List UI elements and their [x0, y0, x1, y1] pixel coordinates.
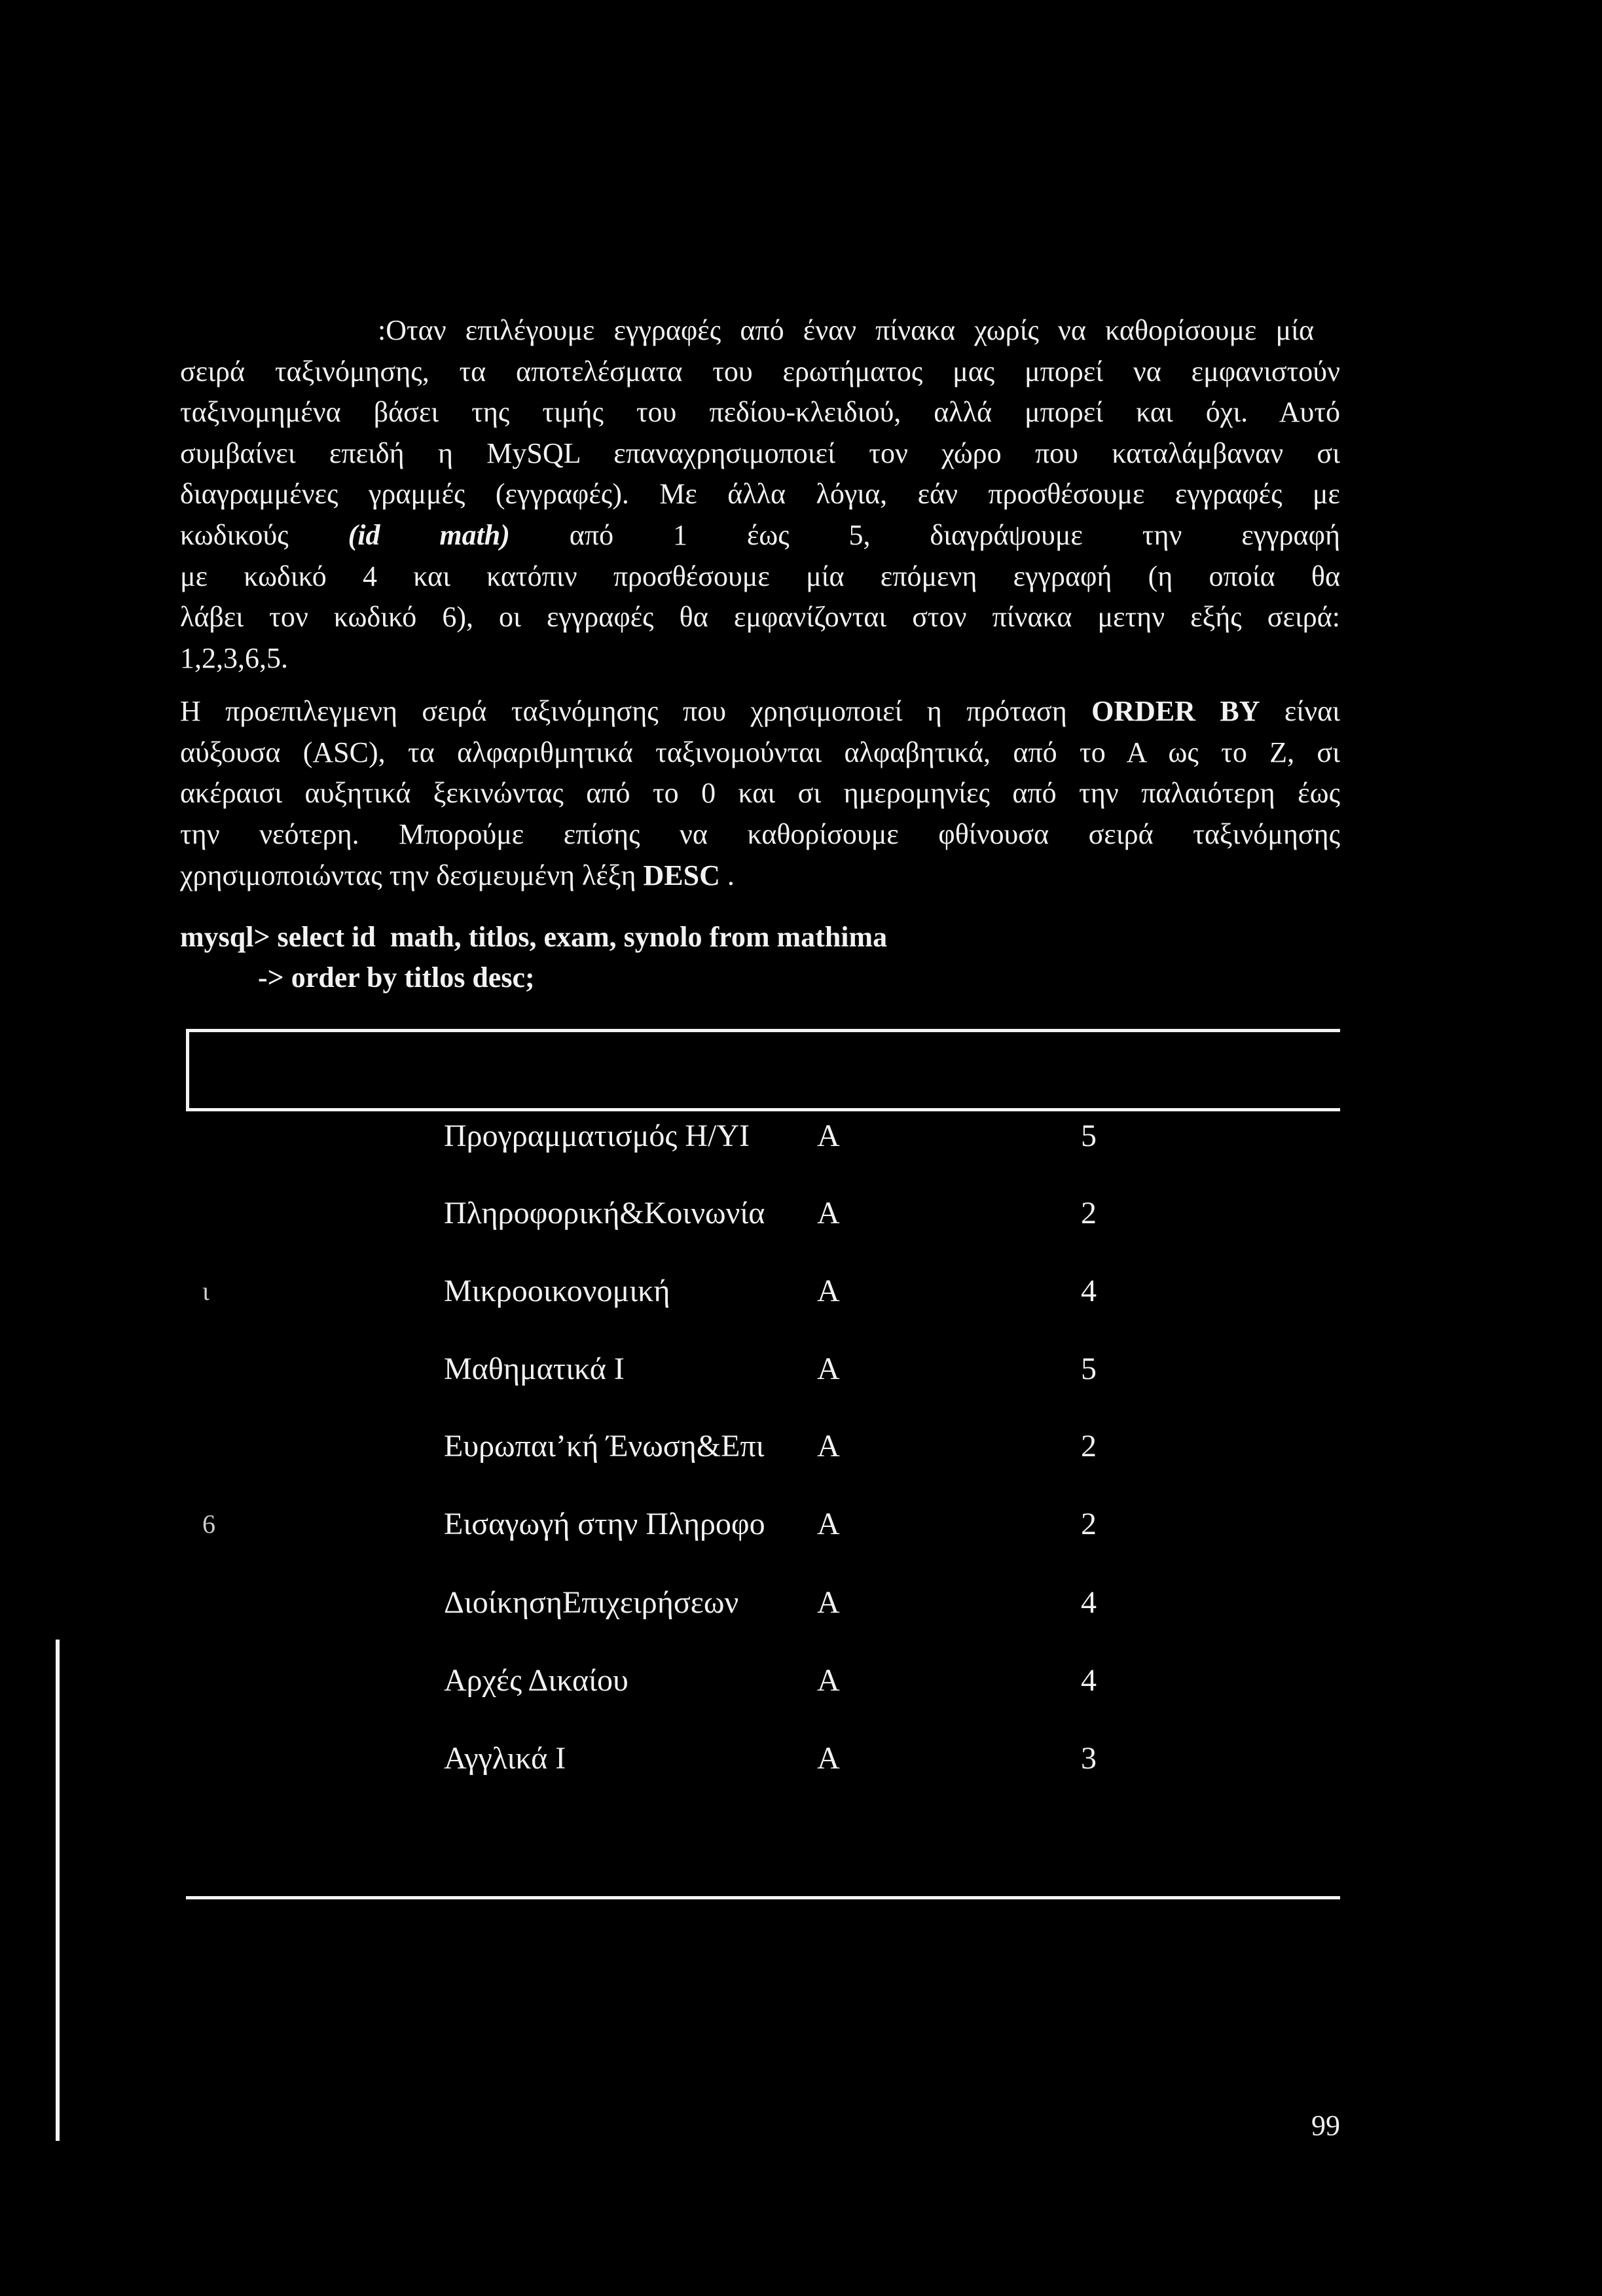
page-number: 99 — [1311, 2109, 1340, 2142]
line-text: Η προεπιλεγμενη σειρά ταξινόμησης που χρησιμοποιεί η πρόταση — [180, 695, 1092, 727]
paragraph-line: συμβαίνει επειδή η MySQL επαναχρησιμοποιεί τον χώρο που καταλάμβαναν σι — [180, 437, 1340, 469]
line-text: . — [719, 859, 735, 891]
row-synolo: 4 — [1081, 1585, 1097, 1620]
field-name-emphasis: (id math) — [348, 519, 510, 551]
row-id: ι — [202, 1276, 209, 1306]
row-title: ΔιοίκησηΕπιχειρήσεων — [444, 1585, 739, 1620]
row-synolo: 2 — [1081, 1196, 1097, 1230]
row-title: Προγραμματισμός Η/ΥΙ — [444, 1119, 750, 1153]
row-exam: Α — [817, 1663, 840, 1698]
keyword-emphasis: ORDER BY — [1091, 695, 1260, 727]
paragraph-line: διαγραμμένες γραμμές (εγγραφές). Με άλλα λόγια, εάν προσθέσουμε εγγραφές με — [180, 478, 1340, 510]
table-row — [0, 1117, 1602, 1156]
table-row — [0, 1350, 1602, 1389]
row-synolo: 2 — [1081, 1429, 1097, 1463]
row-exam: Α — [817, 1196, 840, 1230]
table-row — [0, 1739, 1602, 1778]
row-synolo: 3 — [1081, 1741, 1097, 1776]
row-title: Πληροφορική&Κοινωνία — [444, 1196, 765, 1230]
line-text: χρησιμοποιώντας την δεσμευμένη λέξη — [180, 859, 644, 891]
paragraph-line: με κωδικό 4 και κατόπιν προσθέσουμε μία επόμενη εγγραφή (η οποία θα — [180, 560, 1340, 592]
row-exam: Α — [817, 1585, 840, 1620]
paragraph-line: αύξουσα (ASC), τα αλφαριθμητικά ταξινομούνται αλφαβητικά, από το Α ως το Ζ, σι — [180, 736, 1340, 768]
row-exam: Α — [817, 1429, 840, 1463]
row-title: Μικροοικονομική — [444, 1274, 670, 1308]
table-row — [0, 1272, 1602, 1311]
line-text: από 1 έως 5, διαγράψουμε την εγγραφή — [509, 519, 1341, 551]
row-exam: Α — [817, 1274, 840, 1308]
paragraph-line: 1,2,3,6,5. — [180, 642, 288, 674]
table-row — [0, 1661, 1602, 1700]
table-row — [0, 1194, 1602, 1233]
paragraph-line: ταξινομημένα βάσει της τιμής του πεδίου-κλειδιού, αλλά μπορεί και όχι. Αυτό — [180, 396, 1340, 428]
paragraph-line: :Οταν επιλέγουμε εγγραφές από έναν πίνακα χωρίς να καθορίσουμε μία — [378, 314, 1314, 346]
margin-rule — [56, 1640, 60, 2141]
paragraph-line — [180, 515, 1340, 556]
table-row — [0, 1583, 1602, 1623]
row-id: 6 — [202, 1509, 215, 1539]
table-bottom-border — [186, 1896, 1340, 1899]
row-exam: Α — [817, 1119, 840, 1153]
table-row — [0, 1427, 1602, 1466]
row-synolo: 4 — [1081, 1274, 1097, 1308]
row-exam: Α — [817, 1741, 840, 1776]
row-title: Μαθηματικά Ι — [444, 1352, 625, 1386]
paragraph-line: την νεότερη. Μπορούμε επίσης να καθορίσουμε φθίνουσα σειρά ταξινόμησης — [180, 818, 1340, 850]
row-exam: Α — [817, 1352, 840, 1386]
row-exam: Α — [817, 1507, 840, 1541]
row-synolo: 5 — [1081, 1119, 1097, 1153]
line-text: είναι — [1260, 695, 1340, 727]
keyword-emphasis: DESC — [643, 859, 720, 891]
table-header-left-border — [186, 1029, 189, 1111]
table-header-bottom-border — [186, 1108, 1340, 1111]
line-text: κωδικούς — [180, 519, 348, 551]
paragraph-line — [180, 691, 1340, 732]
row-synolo: 4 — [1081, 1663, 1097, 1698]
row-title: Εισαγωγή στην Πληροφο — [444, 1507, 765, 1541]
table-top-border — [186, 1029, 1340, 1032]
paragraph-line: λάβει τον κωδικό 6), οι εγγραφές θα εμφανίζονται στον πίνακα μετην εξής σειρά: — [180, 601, 1340, 633]
row-synolo: 5 — [1081, 1352, 1097, 1386]
row-synolo: 2 — [1081, 1507, 1097, 1541]
paragraph-line: ακέραισι αυξητικά ξεκινώντας από το 0 και σι ημερομηνίες από την παλαιότερη έως — [180, 777, 1340, 809]
sql-query-line: mysql> select id math, titlos, exam, synolo from mathima — [180, 921, 888, 953]
row-title: Ευρωπαι’κή Ένωση&Επι — [444, 1429, 765, 1463]
paragraph-line — [180, 855, 1340, 896]
row-title: Αγγλικά Ι — [444, 1741, 566, 1776]
sql-query-continuation: -> order by titlos desc; — [258, 961, 535, 994]
table-row — [0, 1505, 1602, 1544]
paragraph-line: σειρά ταξινόμησης, τα αποτελέσματα του ερωτήματος μας μπορεί να εμφανιστούν — [180, 355, 1340, 387]
row-title: Αρχές Δικαίου — [444, 1663, 628, 1698]
